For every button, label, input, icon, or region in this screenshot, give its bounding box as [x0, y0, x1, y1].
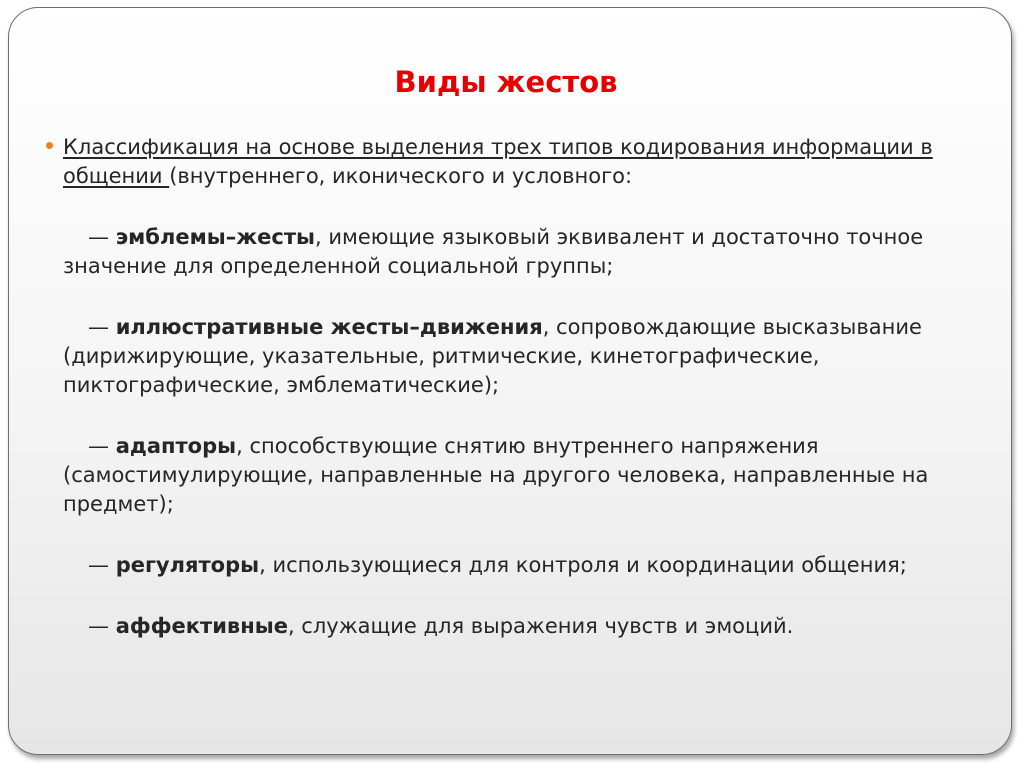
gesture-item-affective: [63, 612, 963, 641]
item-text: , сопровождающие высказывание (дирижирующие, указательные, ритмические, кинетографические, пиктографические, эмблематические);: [63, 315, 922, 397]
slide-title: Виды жестов: [394, 65, 618, 99]
gesture-item-regulators: [63, 551, 963, 580]
item-term: адапторы: [115, 434, 237, 458]
item-dash: —: [88, 225, 116, 249]
item-term: аффективные: [115, 614, 288, 638]
item-text: , служащие для выражения чувств и эмоций.: [287, 614, 794, 638]
item-text: , использующиеся для контроля и координации общения;: [259, 553, 907, 577]
intro-underlined-text: Классификация на основе выделения трех типов кодирования информации в общении: [63, 135, 933, 188]
item-term: регуляторы: [115, 553, 260, 577]
gesture-item-illustrators: [63, 313, 963, 400]
gesture-item-emblems: [63, 223, 963, 281]
item-dash: —: [88, 553, 116, 577]
intro-rest-text: (внутреннего, иконического и условного:: [169, 164, 633, 188]
slide-content: [63, 133, 963, 641]
intro-bullet: [63, 133, 963, 191]
item-dash: —: [88, 315, 116, 339]
bullet-dot-icon: [46, 142, 53, 149]
item-text: , способствующие снятию внутреннего напряжения (самостимулирующие, направленные на другого человека, направленные на предмет);: [63, 434, 929, 516]
gesture-item-adaptors: [63, 432, 963, 519]
item-term: иллюстративные жесты–движения: [115, 315, 543, 339]
slide-frame: [8, 7, 1012, 755]
item-term: эмблемы–жесты: [115, 225, 315, 249]
item-dash: —: [88, 614, 116, 638]
item-text: , имеющие языковый эквивалент и достаточно точное значение для определенной социальной группы;: [63, 225, 924, 278]
item-dash: —: [88, 434, 116, 458]
